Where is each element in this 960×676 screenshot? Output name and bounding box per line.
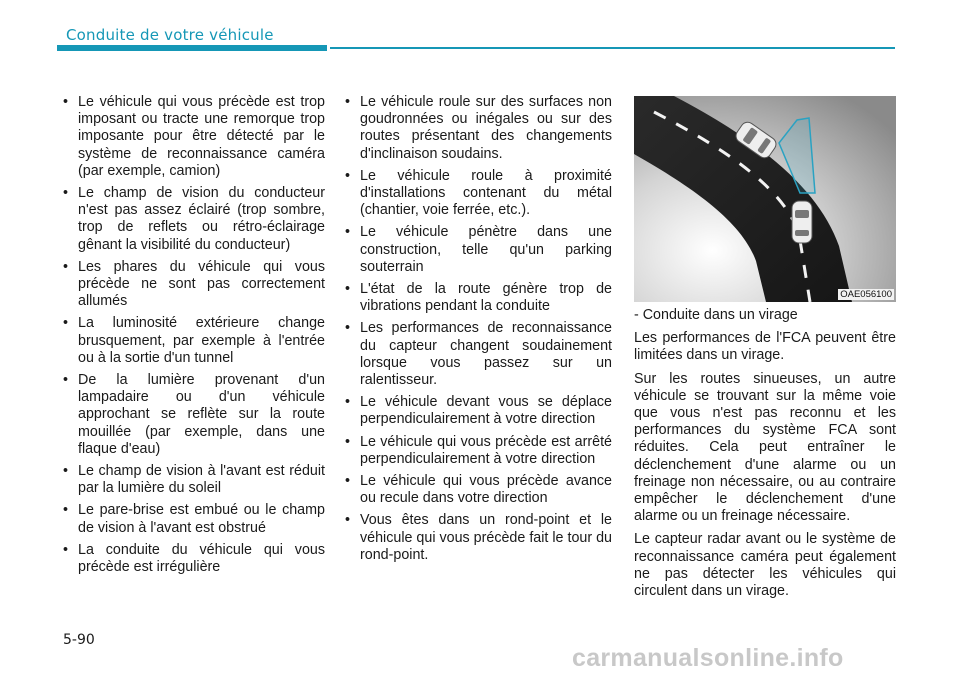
paragraph: Le capteur radar avant ou le système de reconnaissance caméra peut également ne pas détecter les véhicules qui circulent dans un virage.: [634, 531, 896, 600]
list-item: • La conduite du véhicule qui vous précède est irrégulière: [63, 542, 325, 576]
paragraph: Sur les routes sinueuses, un autre véhicule se trouvant sur la même voie que vous n'est pas reconnu et les performances du système FCA sont réduites. Cela peut entraîner le déclenchement d'une alarme ou un freinage non nécessaire, ou au contraire empêcher le déclenchement d'une alarme ou un freinage nécessaire.: [634, 370, 896, 525]
list-item: • Le pare-brise est embué ou le champ de vision à l'avant est obstrué: [63, 502, 325, 536]
list-item: • La luminosité extérieure change brusquement, par exemple à l'entrée ou à la sortie d'un tunnel: [63, 315, 325, 367]
list-item: • Le véhicule devant vous se déplace perpendiculairement à votre direction: [345, 394, 612, 428]
list-item: • Le champ de vision du conducteur n'est pas assez éclairé (trop sombre, trop de reflets ou rétro-éclairage gênant la visibilité du conducteur): [63, 185, 325, 254]
watermark: carmanualsonline.info: [572, 644, 844, 672]
column-1: [63, 94, 325, 581]
list-item: • Les phares du véhicule qui vous précède ne sont pas correctement allumés: [63, 259, 325, 311]
page-number: 5-90: [63, 632, 95, 648]
bullet-list-1: [63, 94, 325, 576]
curve-road-illustration: [634, 96, 896, 302]
list-item: • Le véhicule qui vous précède est trop imposant ou tracte une remorque trop imposante pour être détecté par le système de reconnaissance caméra (par exemple, camion): [63, 94, 325, 180]
figure-code: OAE056100: [840, 289, 892, 300]
list-item: • Les performances de reconnaissance du capteur changent soudainement lorsque vous passez sur un ralentisseur.: [345, 320, 612, 389]
list-item: • Vous êtes dans un rond-point et le véhicule qui vous précède fait le tour du rond-point.: [345, 512, 612, 564]
list-item: • Le champ de vision à l'avant est réduit par la lumière du soleil: [63, 463, 325, 497]
list-item: • Le véhicule roule sur des surfaces non goudronnées ou inégales ou sur des routes présentant des changements d'inclinaison soudains.: [345, 94, 612, 163]
column-3: [634, 307, 896, 606]
list-item: • Le véhicule pénètre dans une construction, telle qu'un parking souterrain: [345, 224, 612, 276]
subheading: - Conduite dans un virage: [634, 307, 798, 323]
list-item: • L'état de la route génère trop de vibrations pendant la conduite: [345, 281, 612, 315]
list-item: • Le véhicule roule à proximité d'installations contenant du métal (chantier, voie ferrée, etc.).: [345, 168, 612, 220]
paragraph: Les performances de l'FCA peuvent être limitées dans un virage.: [634, 330, 896, 364]
own-vehicle-icon: [792, 201, 812, 243]
bullet-list-2: [345, 94, 612, 564]
list-item: • De la lumière provenant d'un lampadaire ou d'un véhicule approchant se reflète sur la route mouillée (par exemple, dans une flaque d'eau): [63, 372, 325, 458]
road-svg: [634, 96, 896, 302]
list-item: • Le véhicule qui vous précède est arrêté perpendiculairement à votre direction: [345, 434, 612, 468]
list-item: • Le véhicule qui vous précède avance ou recule dans votre direction: [345, 473, 612, 507]
section-title: Conduite de votre véhicule: [66, 26, 274, 44]
header-rule: [330, 47, 895, 49]
header-accent-bar: [57, 45, 327, 51]
column-2: [345, 94, 612, 569]
